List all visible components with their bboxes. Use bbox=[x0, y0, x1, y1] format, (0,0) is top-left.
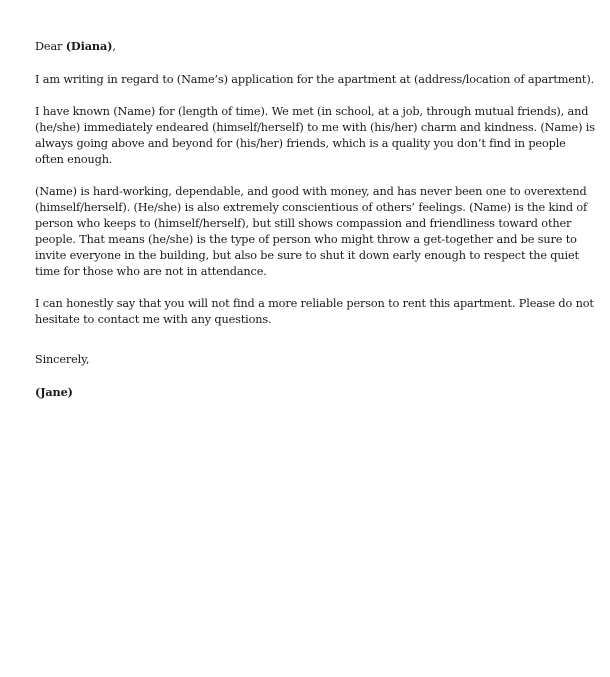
paragraph-1: I am writing in regard to (Name’s) application for the apartment at (address/location of apartment). bbox=[35, 73, 595, 86]
paragraph-4: I can honestly say that you will not find a more reliable person to rent this apartment. Please do not hesitate to contact me with any questions. bbox=[35, 297, 594, 326]
salutation-prefix: Dear bbox=[35, 40, 66, 53]
letter-body bbox=[35, 38, 595, 416]
signature: (Jane) bbox=[35, 385, 73, 399]
recipient-name: (Diana) bbox=[65, 39, 113, 53]
paragraph-3: (Name) is hard-working, dependable, and good with money, and has never been one to overextend (himself/herself). (He/she) is also extremely conscientious of others’ feelings. (Name) is the kind of person who keeps to (himself/herself), but still shows compassion and friendliness toward other people. That means (he/she) is the type of person who might throw a get-together and be sure to invite everyone in the building, but also be sure to shut it down early enough to respect the quiet time for those who are not in attendance. bbox=[35, 185, 588, 278]
paragraph-2: I have known (Name) for (length of time). We met (in school, at a job, through mutual friends), and (he/she) immediately endeared (himself/herself) to me with (his/her) charm and kindness. (Name) is always going above and beyond for (his/her) friends, which is a quality you don’t find in people often enough. bbox=[35, 105, 595, 166]
closing: Sincerely, bbox=[35, 353, 90, 366]
salutation-suffix: , bbox=[112, 40, 116, 53]
salutation bbox=[35, 38, 595, 55]
